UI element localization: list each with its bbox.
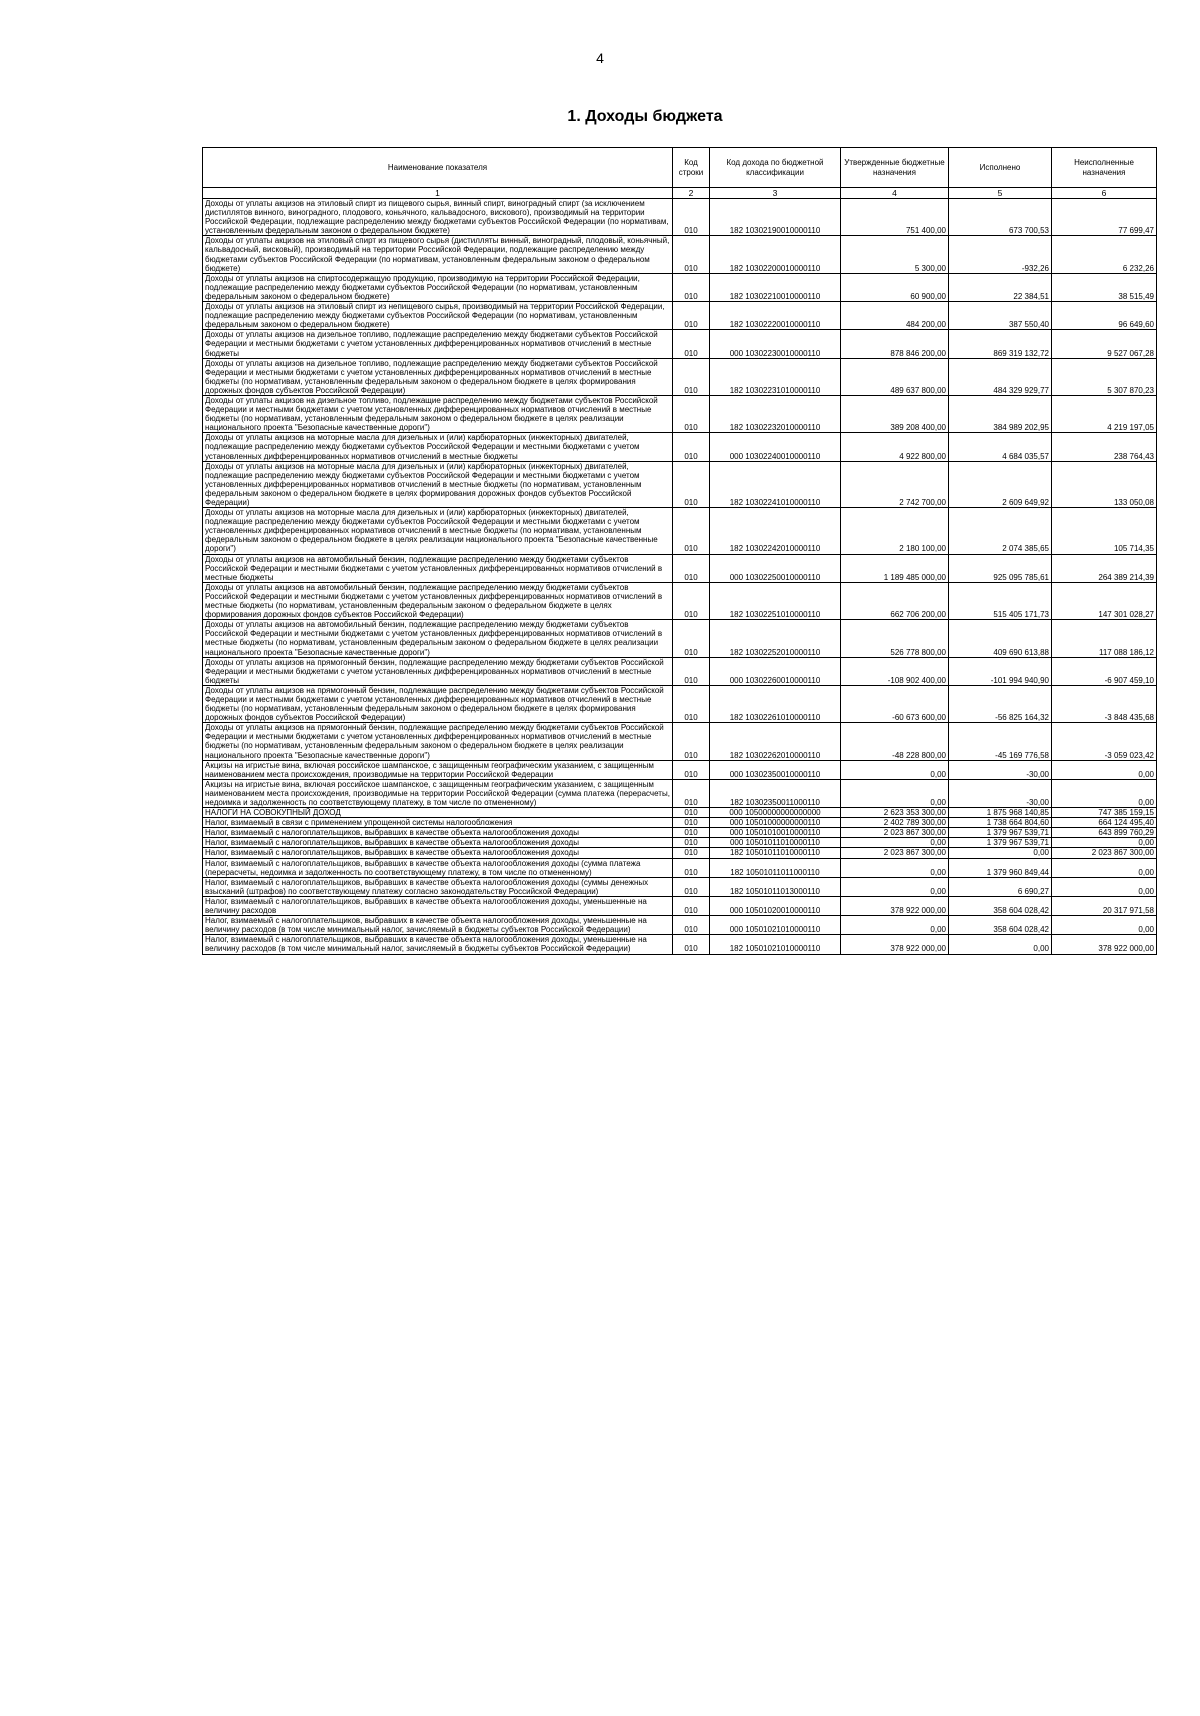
- row-approved: 878 846 200,00: [841, 330, 949, 358]
- page-title: 1. Доходы бюджета: [567, 108, 723, 125]
- table-row: [203, 582, 1157, 619]
- row-name: Доходы от уплаты акцизов на автомобильный бензин, подлежащие распределению между бюджетами субъектов Российской Федерации и местными бюджетами с учетом установленных дифференцированных нормативов отчислений в местные бюджеты: [203, 554, 673, 582]
- row-executed: -932,26: [949, 236, 1052, 273]
- row-kbk-code: 182 10302210010000110: [710, 273, 841, 301]
- row-approved: 662 706 200,00: [841, 582, 949, 619]
- row-name: Налог, взимаемый с налогоплательщиков, выбравших в качестве объекта налогообложения доходы, уменьшенные на величину расходов: [203, 896, 673, 915]
- row-executed: 1 875 968 140,85: [949, 808, 1052, 818]
- row-line-code: 010: [673, 723, 710, 760]
- row-kbk-code: 000 10302240010000110: [710, 433, 841, 461]
- row-unexecuted: 96 649,60: [1052, 302, 1157, 330]
- row-kbk-code: 000 10500000000000000: [710, 808, 841, 818]
- row-name: Доходы от уплаты акцизов на дизельное топливо, подлежащие распределению между бюджетами субъектов Российской Федерации и местными бюджетами с учетом установленных дифференцированных нормативов отчислений в местные бюджеты (по нормативам, установленным федеральным законом о федеральном бюджете в целях формирования дорожных фондов субъектов Российской Федерации): [203, 358, 673, 395]
- row-line-code: 010: [673, 760, 710, 779]
- column-header-executed: Исполнено: [949, 148, 1052, 188]
- table-body: [203, 199, 1157, 955]
- table-row: [203, 838, 1157, 848]
- row-approved: 526 778 800,00: [841, 620, 949, 657]
- table-row: [203, 199, 1157, 236]
- row-approved: 484 200,00: [841, 302, 949, 330]
- row-name: Налог, взимаемый в связи с применением упрощенной системы налогообложения: [203, 818, 673, 828]
- row-line-code: 010: [673, 236, 710, 273]
- row-unexecuted: 2 023 867 300,00: [1052, 848, 1157, 858]
- row-approved: 2 742 700,00: [841, 461, 949, 507]
- row-executed: 22 384,51: [949, 273, 1052, 301]
- row-line-code: 010: [673, 358, 710, 395]
- table-row: [203, 935, 1157, 954]
- row-unexecuted: 77 699,47: [1052, 199, 1157, 236]
- row-name: Доходы от уплаты акцизов на прямогонный бензин, подлежащие распределению между бюджетами субъектов Российской Федерации и местными бюджетами с учетом установленных дифференцированных нормативов отчислений в местные бюджеты: [203, 657, 673, 685]
- row-kbk-code: 182 10501011011000110: [710, 858, 841, 877]
- table-row: [203, 657, 1157, 685]
- row-approved: 2 402 789 300,00: [841, 818, 949, 828]
- row-kbk-code: 182 10302190010000110: [710, 199, 841, 236]
- row-name: Налог, взимаемый с налогоплательщиков, выбравших в качестве объекта налогообложения доходы: [203, 838, 673, 848]
- row-name: Налог, взимаемый с налогоплательщиков, выбравших в качестве объекта налогообложения доходы, уменьшенные на величину расходов (в том числе минимальный налог, зачисляемый в бюджеты субъектов Российской Федерации): [203, 916, 673, 935]
- column-number: 2: [673, 188, 710, 199]
- row-approved: 378 922 000,00: [841, 935, 949, 954]
- row-unexecuted: 133 050,08: [1052, 461, 1157, 507]
- table-row: [203, 779, 1157, 807]
- row-unexecuted: 0,00: [1052, 877, 1157, 896]
- row-executed: -45 169 776,58: [949, 723, 1052, 760]
- row-line-code: 010: [673, 896, 710, 915]
- row-kbk-code: 182 10302231010000110: [710, 358, 841, 395]
- row-name: Акцизы на игристые вина, включая российское шампанское, с защищенным географическим указанием, с защищенным наименованием места происхождения, производимые на территории Российской Федерации: [203, 760, 673, 779]
- row-name: НАЛОГИ НА СОВОКУПНЫЙ ДОХОД: [203, 808, 673, 818]
- table-row: [203, 508, 1157, 554]
- row-unexecuted: 664 124 495,40: [1052, 818, 1157, 828]
- row-executed: 384 989 202,95: [949, 395, 1052, 432]
- page-number: 4: [596, 50, 604, 66]
- table-row: [203, 818, 1157, 828]
- column-header-unexecuted: Неисполненные назначения: [1052, 148, 1157, 188]
- row-approved: 2 623 353 300,00: [841, 808, 949, 818]
- row-name: Доходы от уплаты акцизов на прямогонный бензин, подлежащие распределению между бюджетами субъектов Российской Федерации и местными бюджетами с учетом установленных дифференцированных нормативов отчислений в местные бюджеты (по нормативам, установленным федеральным законом о федеральном бюджете в целях реализации национального проекта "Безопасные качественные дороги"): [203, 723, 673, 760]
- row-line-code: 010: [673, 877, 710, 896]
- row-line-code: 010: [673, 685, 710, 722]
- row-line-code: 010: [673, 779, 710, 807]
- table-row: [203, 358, 1157, 395]
- row-line-code: 010: [673, 808, 710, 818]
- header-row: [203, 148, 1157, 188]
- row-kbk-code: 182 10302220010000110: [710, 302, 841, 330]
- row-executed: 358 604 028,42: [949, 916, 1052, 935]
- column-header-approved: Утвержденные бюджетные назначения: [841, 148, 949, 188]
- row-kbk-code: 000 10302230010000110: [710, 330, 841, 358]
- table-row: [203, 858, 1157, 877]
- row-kbk-code: 182 10302252010000110: [710, 620, 841, 657]
- column-number-row: [203, 188, 1157, 199]
- row-unexecuted: 747 385 159,15: [1052, 808, 1157, 818]
- row-line-code: 010: [673, 554, 710, 582]
- row-executed: 6 690,27: [949, 877, 1052, 896]
- row-line-code: 010: [673, 302, 710, 330]
- row-approved: 0,00: [841, 877, 949, 896]
- row-executed: 515 405 171,73: [949, 582, 1052, 619]
- row-name: Налог, взимаемый с налогоплательщиков, выбравших в качестве объекта налогообложения доходы (суммы денежных взысканий (штрафов) по соответствующему платежу согласно законодательству Российской Федерации): [203, 877, 673, 896]
- row-unexecuted: 643 899 760,29: [1052, 828, 1157, 838]
- row-line-code: 010: [673, 273, 710, 301]
- row-kbk-code: 000 10501000000000110: [710, 818, 841, 828]
- row-executed: -30,00: [949, 779, 1052, 807]
- row-unexecuted: 0,00: [1052, 916, 1157, 935]
- row-unexecuted: -3 059 023,42: [1052, 723, 1157, 760]
- row-name: Налог, взимаемый с налогоплательщиков, выбравших в качестве объекта налогообложения доходы: [203, 828, 673, 838]
- row-approved: 0,00: [841, 858, 949, 877]
- row-executed: 2 074 385,65: [949, 508, 1052, 554]
- column-number: 3: [710, 188, 841, 199]
- row-name: Акцизы на игристые вина, включая российское шампанское, с защищенным географическим указанием, с защищенным наименованием места происхождения, производимые на территории Российской Федерации (сумма платежа (перерасчеты, недоимка и задолженность по соответствующему платежу, в том числе по отмененному): [203, 779, 673, 807]
- row-line-code: 010: [673, 657, 710, 685]
- row-approved: 2 023 867 300,00: [841, 828, 949, 838]
- table-row: [203, 848, 1157, 858]
- row-approved: 389 208 400,00: [841, 395, 949, 432]
- row-approved: -108 902 400,00: [841, 657, 949, 685]
- row-line-code: 010: [673, 433, 710, 461]
- row-kbk-code: 182 10501011010000110: [710, 848, 841, 858]
- row-approved: 489 637 800,00: [841, 358, 949, 395]
- row-kbk-code: 000 10302350010000110: [710, 760, 841, 779]
- row-approved: 1 189 485 000,00: [841, 554, 949, 582]
- row-unexecuted: 9 527 067,28: [1052, 330, 1157, 358]
- row-name: Налог, взимаемый с налогоплательщиков, выбравших в качестве объекта налогообложения доходы: [203, 848, 673, 858]
- row-kbk-code: 182 10302251010000110: [710, 582, 841, 619]
- row-kbk-code: 000 10501010010000110: [710, 828, 841, 838]
- row-approved: 2 180 100,00: [841, 508, 949, 554]
- row-unexecuted: 38 515,49: [1052, 273, 1157, 301]
- row-name: Налог, взимаемый с налогоплательщиков, выбравших в качестве объекта налогообложения доходы, уменьшенные на величину расходов (в том числе минимальный налог, зачисляемый в бюджеты субъектов Российской Федерации): [203, 935, 673, 954]
- row-line-code: 010: [673, 916, 710, 935]
- row-line-code: 010: [673, 508, 710, 554]
- row-unexecuted: 147 301 028,27: [1052, 582, 1157, 619]
- row-line-code: 010: [673, 818, 710, 828]
- row-approved: 751 400,00: [841, 199, 949, 236]
- row-executed: 1 379 967 539,71: [949, 838, 1052, 848]
- row-executed: -56 825 164,32: [949, 685, 1052, 722]
- column-number: 5: [949, 188, 1052, 199]
- row-executed: 387 550,40: [949, 302, 1052, 330]
- income-table: [202, 147, 1157, 955]
- row-name: Доходы от уплаты акцизов на дизельное топливо, подлежащие распределению между бюджетами субъектов Российской Федерации и местными бюджетами с учетом установленных дифференцированных нормативов отчислений в местные бюджеты (по нормативам, установленным федеральным законом о федеральном бюджете в целях реализации национального проекта "Безопасные качественные дороги"): [203, 395, 673, 432]
- row-name: Доходы от уплаты акцизов на моторные масла для дизельных и (или) карбюраторных (инжекторных) двигателей, подлежащие распределению между бюджетами субъектов Российской Федерации и местными бюджетами с учетом установленных дифференцированных нормативов отчислений в местные бюджеты (по нормативам, установленным федеральным законом о федеральном бюджете в целях реализации национального проекта "Безопасные качественные дороги"): [203, 508, 673, 554]
- table-row: [203, 723, 1157, 760]
- column-header-name: Наименование показателя: [203, 148, 673, 188]
- row-executed: 0,00: [949, 935, 1052, 954]
- row-kbk-code: 182 10302350011000110: [710, 779, 841, 807]
- row-executed: 4 684 035,57: [949, 433, 1052, 461]
- row-name: Доходы от уплаты акцизов на этиловый спирт из непищевого сырья, производимый на территории Российской Федерации, подлежащие распределению между бюджетами субъектов Российской Федерации (по нормативам, установленным федеральным законом о федеральном бюджете): [203, 302, 673, 330]
- row-kbk-code: 000 10501011010000110: [710, 838, 841, 848]
- row-line-code: 010: [673, 828, 710, 838]
- row-executed: 358 604 028,42: [949, 896, 1052, 915]
- row-kbk-code: 182 10302262010000110: [710, 723, 841, 760]
- row-approved: -48 228 800,00: [841, 723, 949, 760]
- row-unexecuted: 378 922 000,00: [1052, 935, 1157, 954]
- row-executed: 0,00: [949, 848, 1052, 858]
- row-line-code: 010: [673, 935, 710, 954]
- row-executed: -101 994 940,90: [949, 657, 1052, 685]
- row-approved: 0,00: [841, 760, 949, 779]
- table-row: [203, 828, 1157, 838]
- row-executed: 869 319 132,72: [949, 330, 1052, 358]
- table-row: [203, 896, 1157, 915]
- row-kbk-code: 182 10501021010000110: [710, 935, 841, 954]
- row-line-code: 010: [673, 582, 710, 619]
- row-name: Доходы от уплаты акцизов на дизельное топливо, подлежащие распределению между бюджетами субъектов Российской Федерации и местными бюджетами с учетом установленных дифференцированных нормативов отчислений в местные бюджеты: [203, 330, 673, 358]
- row-approved: 60 900,00: [841, 273, 949, 301]
- column-number: 6: [1052, 188, 1157, 199]
- row-unexecuted: 117 088 186,12: [1052, 620, 1157, 657]
- table-row: [203, 273, 1157, 301]
- row-executed: 925 095 785,61: [949, 554, 1052, 582]
- table-row: [203, 236, 1157, 273]
- row-unexecuted: -6 907 459,10: [1052, 657, 1157, 685]
- row-name: Доходы от уплаты акцизов на спиртосодержащую продукцию, производимую на территории Российской Федерации, подлежащие распределению между бюджетами субъектов Российской Федерации (по нормативам, установленным федеральным законом о федеральном бюджете): [203, 273, 673, 301]
- row-line-code: 010: [673, 620, 710, 657]
- column-header-code: Код строки: [673, 148, 710, 188]
- row-executed: 1 379 967 539,71: [949, 828, 1052, 838]
- row-line-code: 010: [673, 858, 710, 877]
- row-kbk-code: 182 10302242010000110: [710, 508, 841, 554]
- row-kbk-code: 182 10302232010000110: [710, 395, 841, 432]
- row-executed: 484 329 929,77: [949, 358, 1052, 395]
- row-line-code: 010: [673, 461, 710, 507]
- row-name: Доходы от уплаты акцизов на этиловый спирт из пищевого сырья, винный спирт, виноградный спирт (за исключением дистиллятов винного, виноградного, плодового, коньячного, кальвадосного, вискового), производимый на территории Российской Федерации, подлежащие распределению между бюджетами субъектов Российской Федерации (по нормативам, установленным федеральным законом о федеральном бюджете): [203, 199, 673, 236]
- table-row: [203, 330, 1157, 358]
- row-line-code: 010: [673, 395, 710, 432]
- table-row: [203, 395, 1157, 432]
- row-approved: 2 023 867 300,00: [841, 848, 949, 858]
- row-executed: -30,00: [949, 760, 1052, 779]
- row-approved: 378 922 000,00: [841, 896, 949, 915]
- row-kbk-code: 182 10302200010000110: [710, 236, 841, 273]
- table-row: [203, 461, 1157, 507]
- table-row: [203, 760, 1157, 779]
- row-line-code: 010: [673, 199, 710, 236]
- row-kbk-code: 182 10302261010000110: [710, 685, 841, 722]
- row-name: Доходы от уплаты акцизов на автомобильный бензин, подлежащие распределению между бюджетами субъектов Российской Федерации и местными бюджетами с учетом установленных дифференцированных нормативов отчислений в местные бюджеты (по нормативам, установленным федеральным законом о федеральном бюджете в целях формирования дорожных фондов субъектов Российской Федерации): [203, 582, 673, 619]
- row-approved: 0,00: [841, 916, 949, 935]
- row-kbk-code: 000 10501020010000110: [710, 896, 841, 915]
- table-row: [203, 302, 1157, 330]
- row-line-code: 010: [673, 848, 710, 858]
- row-approved: 5 300,00: [841, 236, 949, 273]
- table-row: [203, 877, 1157, 896]
- row-unexecuted: 20 317 971,58: [1052, 896, 1157, 915]
- row-executed: 673 700,53: [949, 199, 1052, 236]
- row-unexecuted: 238 764,43: [1052, 433, 1157, 461]
- row-unexecuted: 264 389 214,39: [1052, 554, 1157, 582]
- row-kbk-code: 000 10501021010000110: [710, 916, 841, 935]
- row-kbk-code: 000 10302260010000110: [710, 657, 841, 685]
- column-number: 1: [203, 188, 673, 199]
- table-row: [203, 620, 1157, 657]
- row-unexecuted: 0,00: [1052, 858, 1157, 877]
- row-unexecuted: 0,00: [1052, 760, 1157, 779]
- row-name: Доходы от уплаты акцизов на этиловый спирт из пищевого сырья (дистилляты винный, виноградный, плодовый, коньячный, кальвадосный, висковый), производимый на территории Российской Федерации, подлежащие распределению между бюджетами субъектов Российской Федерации (по нормативам, установленным федеральным законом о федеральном бюджете): [203, 236, 673, 273]
- row-unexecuted: 4 219 197,05: [1052, 395, 1157, 432]
- row-executed: 1 738 664 804,60: [949, 818, 1052, 828]
- row-approved: -60 673 600,00: [841, 685, 949, 722]
- table-row: [203, 916, 1157, 935]
- row-name: Доходы от уплаты акцизов на моторные масла для дизельных и (или) карбюраторных (инжекторных) двигателей, подлежащие распределению между бюджетами субъектов Российской Федерации и местными бюджетами с учетом установленных дифференцированных нормативов отчислений в местные бюджеты: [203, 433, 673, 461]
- row-unexecuted: 0,00: [1052, 779, 1157, 807]
- row-executed: 409 690 613,88: [949, 620, 1052, 657]
- row-unexecuted: 5 307 870,23: [1052, 358, 1157, 395]
- row-unexecuted: 6 232,26: [1052, 236, 1157, 273]
- table-row: [203, 554, 1157, 582]
- row-kbk-code: 000 10302250010000110: [710, 554, 841, 582]
- row-name: Доходы от уплаты акцизов на прямогонный бензин, подлежащие распределению между бюджетами субъектов Российской Федерации и местными бюджетами с учетом установленных дифференцированных нормативов отчислений в местные бюджеты (по нормативам, установленным федеральным законом о федеральном бюджете в целях формирования дорожных фондов субъектов Российской Федерации): [203, 685, 673, 722]
- table-row: [203, 433, 1157, 461]
- row-unexecuted: -3 848 435,68: [1052, 685, 1157, 722]
- row-approved: 0,00: [841, 838, 949, 848]
- row-name: Налог, взимаемый с налогоплательщиков, выбравших в качестве объекта налогообложения доходы (сумма платежа (перерасчеты, недоимка и задолженность по соответствующему платежу, в том числе по отмененному): [203, 858, 673, 877]
- column-number: 4: [841, 188, 949, 199]
- table-row: [203, 808, 1157, 818]
- row-kbk-code: 182 10501011013000110: [710, 877, 841, 896]
- row-approved: 0,00: [841, 779, 949, 807]
- row-unexecuted: 105 714,35: [1052, 508, 1157, 554]
- row-name: Доходы от уплаты акцизов на автомобильный бензин, подлежащие распределению между бюджетами субъектов Российской Федерации и местными бюджетами с учетом установленных дифференцированных нормативов отчислений в местные бюджеты (по нормативам, установленным федеральным законом о федеральном бюджете в целях реализации национального проекта "Безопасные качественные дороги"): [203, 620, 673, 657]
- row-executed: 1 379 960 849,44: [949, 858, 1052, 877]
- table-row: [203, 685, 1157, 722]
- row-line-code: 010: [673, 330, 710, 358]
- row-line-code: 010: [673, 838, 710, 848]
- row-executed: 2 609 649,92: [949, 461, 1052, 507]
- column-header-kbk: Код дохода по бюджетной классификации: [710, 148, 841, 188]
- row-approved: 4 922 800,00: [841, 433, 949, 461]
- row-kbk-code: 182 10302241010000110: [710, 461, 841, 507]
- row-name: Доходы от уплаты акцизов на моторные масла для дизельных и (или) карбюраторных (инжекторных) двигателей, подлежащие распределению между бюджетами субъектов Российской Федерации и местными бюджетами с учетом установленных дифференцированных нормативов отчислений в местные бюджеты (по нормативам, установленным федеральным законом о федеральном бюджете в целях формирования дорожных фондов субъектов Российской Федерации): [203, 461, 673, 507]
- row-unexecuted: 0,00: [1052, 838, 1157, 848]
